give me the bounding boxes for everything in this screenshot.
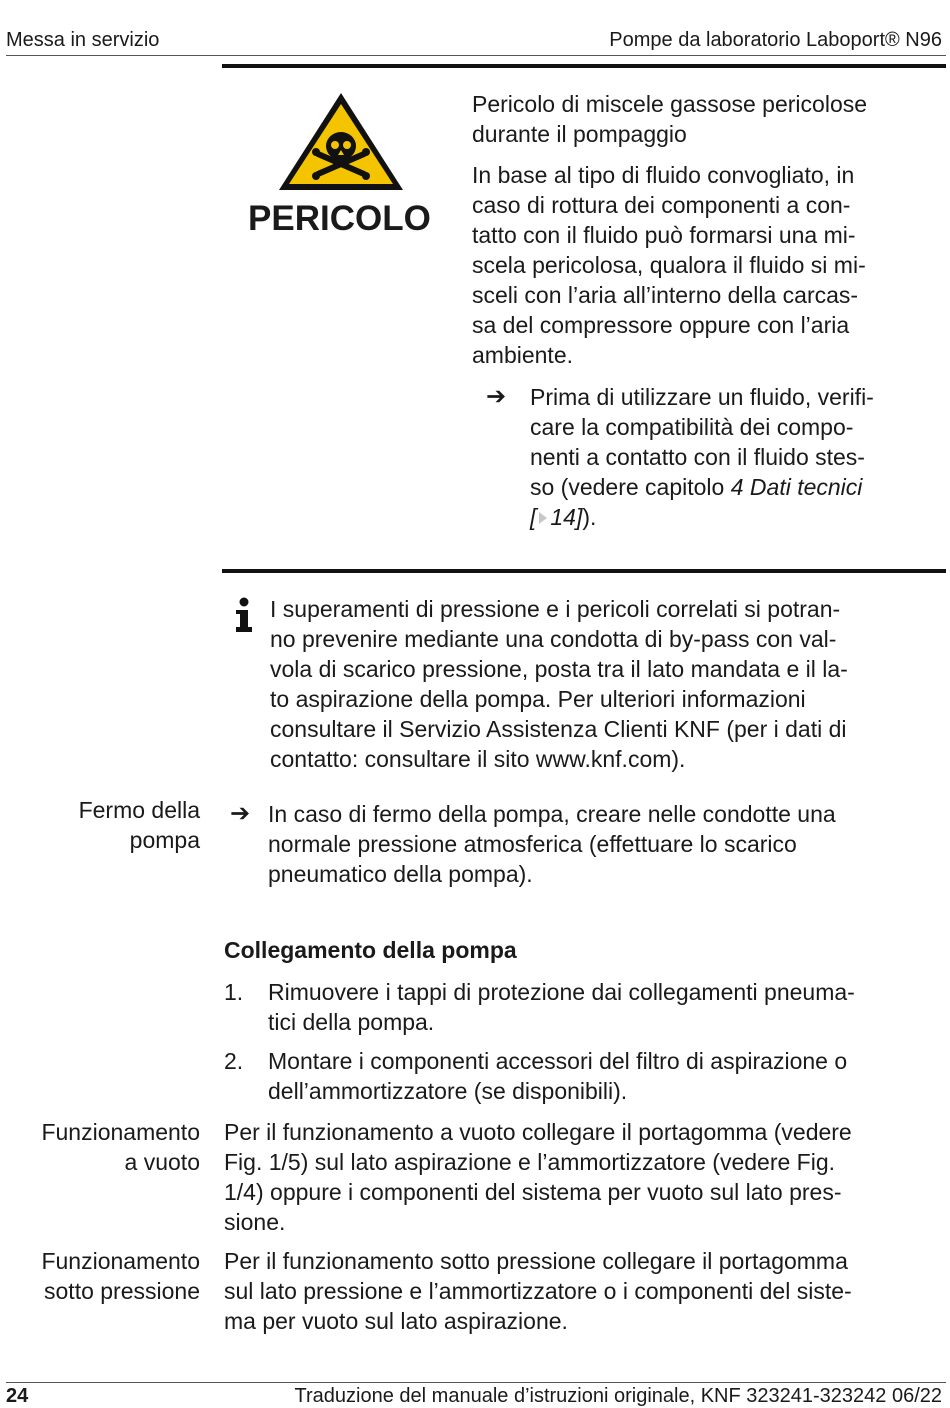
info-note-line: vola di scarico pressione, posta tra il lato mandata e il la-	[270, 656, 848, 682]
step-line: Montare i componenti accessori del filtro di aspirazione o	[268, 1048, 848, 1074]
footer-divider	[6, 1382, 946, 1383]
danger-signal-word: PERICOLO	[248, 199, 431, 238]
header-product-title: Pompe da laboratorio Laboport® N96	[609, 29, 942, 51]
step-line: Rimuovere i tappi di protezione dai collegamenti pneuma-	[268, 979, 855, 1005]
margin-label-line: Funzionamento	[41, 1248, 200, 1274]
margin-label-line: sotto pressione	[44, 1278, 200, 1304]
pump-stop-instruction	[268, 799, 836, 889]
page-reference-bracket: [	[530, 504, 537, 530]
step-number: 2.	[224, 1048, 244, 1074]
danger-action-text: so (vedere capitolo	[530, 474, 731, 500]
page-reference-link[interactable]: 14]	[550, 504, 583, 530]
step-line: dell’ammortizzatore (se disponibili).	[268, 1078, 628, 1104]
margin-label-line: a vuoto	[124, 1149, 200, 1175]
pressure-line: Per il funzionamento sotto pressione collegare il portagomma	[224, 1248, 848, 1274]
step-text	[268, 1046, 847, 1106]
step-line: tici della pompa.	[268, 1009, 435, 1035]
pressure-paragraph	[224, 1246, 852, 1336]
danger-top-rule	[222, 64, 946, 68]
vacuum-line: sione.	[224, 1209, 286, 1235]
right-arrow-icon: ➔	[486, 383, 507, 410]
page-reference-triangle-icon	[536, 509, 550, 527]
vacuum-paragraph	[224, 1117, 852, 1237]
vacuum-line: Fig. 1/5) sul lato aspirazione e l’ammortizzatore (vedere Fig.	[224, 1149, 836, 1175]
danger-title-line: durante il pompaggio	[472, 121, 687, 147]
danger-title	[472, 89, 867, 149]
pressure-line: sul lato pressione e l’ammortizzatore o i componenti del siste-	[224, 1278, 852, 1304]
danger-title-line: Pericolo di miscele gassose pericolose	[472, 91, 868, 117]
danger-action-line	[530, 502, 874, 532]
pressure-line: ma per vuoto sul lato aspirazione.	[224, 1308, 568, 1334]
danger-action-line	[530, 472, 874, 502]
danger-action-line: care la compatibilità dei compo-	[530, 414, 854, 440]
pump-stop-line: pneumatico della pompa).	[268, 861, 533, 887]
info-icon	[234, 597, 254, 633]
margin-label-line: Fermo della	[78, 797, 200, 823]
danger-action-close: ).	[582, 504, 597, 530]
danger-bottom-rule	[222, 569, 946, 573]
info-note-line: I superamenti di pressione e i pericoli correlati si potran-	[270, 596, 841, 622]
pump-stop-line: In caso di fermo della pompa, creare nelle condotte una	[268, 801, 836, 827]
section-heading: Collegamento della pompa	[224, 937, 517, 963]
info-note-line: contatto: consultare il sito www.knf.com).	[270, 746, 686, 772]
margin-label-line: pompa	[129, 827, 200, 853]
margin-label-vacuum	[41, 1117, 200, 1177]
margin-label-line: Funzionamento	[41, 1119, 200, 1145]
danger-body	[472, 160, 866, 370]
chapter-reference-link[interactable]: 4 Dati tecnici	[730, 474, 863, 500]
footer-document-info: Traduzione del manuale d’istruzioni originale, KNF 323241-323242 06/22	[294, 1385, 942, 1407]
pump-stop-line: normale pressione atmosferica (effettuare lo scarico	[268, 831, 797, 857]
info-note-line: to aspirazione della pompa. Per ulteriori informazioni	[270, 686, 806, 712]
step-text	[268, 977, 855, 1037]
danger-action	[530, 382, 874, 532]
header-divider	[6, 55, 946, 56]
right-arrow-icon: ➔	[230, 800, 251, 827]
margin-label-pressure	[41, 1246, 200, 1306]
danger-action-line: nenti a contatto con il fluido stes-	[530, 444, 865, 470]
info-note	[270, 594, 848, 774]
danger-body-line: scela pericolosa, qualora il fluido si mi-	[472, 252, 866, 278]
danger-body-line: caso di rottura dei componenti a con-	[472, 192, 851, 218]
vacuum-line: 1/4) oppure i componenti del sistema per vuoto sul lato pres-	[224, 1179, 842, 1205]
page-number: 24	[6, 1385, 29, 1407]
danger-body-line: tatto con il fluido può formarsi una mi-	[472, 222, 856, 248]
margin-label-pump-stop	[79, 795, 200, 855]
info-note-line: no prevenire mediante una condotta di by-pass con val-	[270, 626, 837, 652]
danger-body-line: sceli con l’aria all’interno della carcas-	[472, 282, 859, 308]
danger-action-line: Prima di utilizzare un fluido, verifi-	[530, 384, 874, 410]
danger-body-line: sa del compressore oppure con l’aria	[472, 312, 850, 338]
info-note-line: consultare il Servizio Assistenza Clienti KNF (per i dati di	[270, 716, 847, 742]
danger-body-line: ambiente.	[472, 342, 574, 368]
step-number: 1.	[224, 979, 244, 1005]
header-section-title: Messa in servizio	[6, 29, 160, 51]
danger-body-line: In base al tipo di fluido convogliato, in	[472, 162, 855, 188]
toxic-hazard-warning-triangle-icon	[276, 90, 406, 193]
vacuum-line: Per il funzionamento a vuoto collegare il portagomma (vedere	[224, 1119, 852, 1145]
